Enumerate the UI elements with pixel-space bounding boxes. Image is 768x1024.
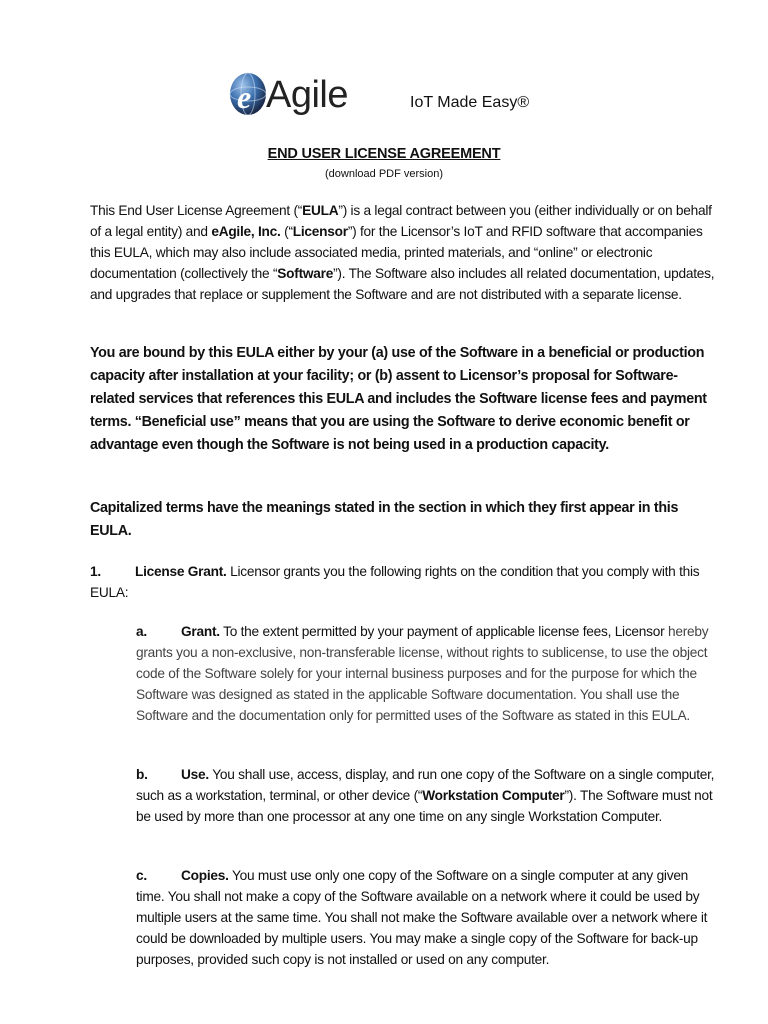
section-1-license-grant: 1. License Grant. Licensor grants you the following rights on the condition that you comply with this EULA: bbox=[90, 564, 700, 600]
capitalized-terms-paragraph: Capitalized terms have the meanings stated in the section in which they first appear in this EULA. bbox=[90, 500, 679, 539]
subsection-b-use: b. Use. You shall use, access, display, and run one copy of the Software on a single computer, such as a workstation, terminal, or other device (“Workstation Computer”). The Software must not be used by more than one processor at any one time on any single Workstation Computer. bbox=[136, 767, 715, 824]
logo-letter-e: e bbox=[237, 79, 252, 115]
logo-text: Agile bbox=[266, 74, 348, 116]
download-pdf-link[interactable]: (download PDF version) bbox=[325, 168, 443, 180]
globe-icon bbox=[228, 70, 268, 118]
subsection-c-copies: c. Copies. You must use only one copy of the Software on a single computer at any given time. You shall not make a copy of the Software available on a network where it could be used by multiple users at the same time. You shall not make the Software available over a network where it could be downloaded by multiple users. You may make a single copy of the Software for back-up purposes, provided such copy is not installed or used on any computer. bbox=[136, 868, 708, 967]
subsection-a-grant: a. Grant. To the extent permitted by your payment of applicable license fees, Licensor hereby grants you a non-exclusive, non-transferable license, without rights to sublicense, to use the object code of the Software solely for your internal business purposes and for the purpose for which the Software was designed as stated in the applicable Software documentation. You shall use the Software and the documentation only for permitted uses of the Software as stated in this EULA. bbox=[136, 624, 709, 723]
intro-paragraph: This End User License Agreement (“EULA”) is a legal contract between you (either individually or on behalf of a legal entity) and eAgile, Inc. (“Licensor”) for the Licensor’s IoT and RFID software that accompanies this EULA, which may also include associated media, printed materials, and “online” or electronic documentation (collectively the “Software”). The Software also includes all related documentation, updates, and upgrades that replace or supplement the Software and are not distributed with a separate license. bbox=[90, 203, 715, 302]
eagile-logo bbox=[226, 66, 376, 128]
tagline: IoT Made Easy® bbox=[410, 94, 530, 111]
bound-paragraph: You are bound by this EULA either by your (a) use of the Software in a beneficial or production capacity after installation at your facility; or (b) assent to Licensor’s proposal for Software-related services that references this EULA and includes the Software license fees and payment terms. “Beneficial use” means that you are using the Software to derive economic benefit or advantage even though the Software is not being used in a production capacity. bbox=[90, 345, 707, 453]
page-title: END USER LICENSE AGREEMENT bbox=[267, 146, 501, 162]
